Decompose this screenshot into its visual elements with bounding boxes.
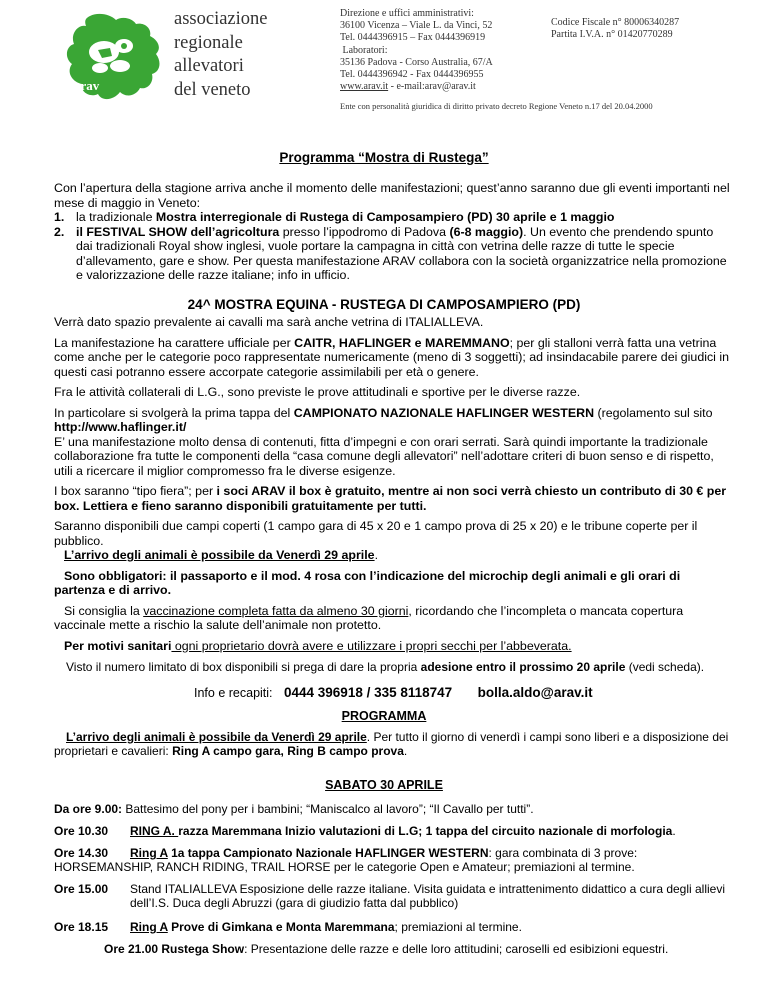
page-title-text: Programma “Mostra di Rustega” bbox=[279, 150, 489, 165]
website-link[interactable]: www.arav.it bbox=[340, 81, 389, 93]
paragraph-text: E’ una manifestazione molto densa di contenuti, fitta d’impegni e con orari serrati. Sarà quindi importante la tradizionale collaborazione fra tutte le componenti della “casa comune degli allevatori” nell’adottare criteri di buon senso e di rispetto, utili a ricercare il miglior compromesso fra le diverse esigenze. bbox=[54, 434, 714, 478]
paragraph: Fra le attività collaterali di L.G., sono previste le prove attitudinali e sportive per le diverse razze. bbox=[54, 385, 581, 399]
office-line: Direzione e uffici amministrativi: bbox=[340, 8, 474, 19]
list-text: presso l’ippodromo di Padova bbox=[279, 224, 450, 239]
paragraph bbox=[54, 519, 732, 563]
schedule-time: Ore 14.30 bbox=[54, 846, 109, 860]
schedule-time: Ore 18.15 bbox=[54, 920, 109, 934]
paragraph-text: Saranno disponibili due campi coperti (1 campo gara di 45 x 20 e 1 campo prova di 25 x 20) e le tribune coperte per il pubblico. bbox=[54, 519, 698, 548]
paragraph bbox=[54, 604, 732, 633]
section-title: 24^ MOSTRA EQUINA - RUSTEGA DI CAMPOSAMPIERO (PD) bbox=[187, 297, 581, 312]
schedule-time: Ore 10.30 bbox=[54, 824, 109, 838]
haflinger-link[interactable]: http://www.haflinger.it/ bbox=[54, 420, 187, 434]
contact-phones: 0444 396918 / 335 8118747 bbox=[284, 685, 453, 700]
paragraph-text: . bbox=[403, 744, 408, 758]
list-number: 2. bbox=[54, 224, 65, 239]
paragraph-bold: adesione entro il prossimo 20 aprile bbox=[420, 660, 626, 674]
paragraph-bold: CAMPIONATO NAZIONALE HAFLINGER WESTERN bbox=[293, 405, 595, 420]
association-line: allevatori bbox=[174, 56, 244, 76]
schedule-time: Ore 15.00 bbox=[54, 882, 109, 896]
schedule-text: ; premiazioni al termine. bbox=[394, 920, 522, 934]
office-line: 36100 Vicenza – Viale L. da Vinci, 52 bbox=[340, 20, 493, 32]
vat-number: Partita I.V.A. n° 01420770289 bbox=[551, 29, 673, 41]
office-line: 35136 Padova - Corso Australia, 67/A bbox=[340, 56, 493, 68]
programma-title-text: PROGRAMMA bbox=[341, 709, 427, 723]
schedule-text: Stand ITALIALLEVA Esposizione delle razze italiane. Visita guidata e intrattenimento didattico a cura degli allievi dell’I.S. Duca degli Abruzzi (gara di giudizio fatta dal pubblico) bbox=[130, 882, 726, 910]
association-line: del veneto bbox=[174, 79, 251, 100]
arrival-note: L’arrivo degli animali è possibile da Venerdì 29 aprile bbox=[66, 730, 367, 744]
paragraph: Sono obbligatori: il passaporto e il mod. 4 rosa con l’indicazione del microchip degli animali e gli orari di partenza e di arrivo. bbox=[54, 568, 681, 597]
schedule-item bbox=[54, 882, 734, 910]
office-line: Tel. 0444396915 – Fax 0444396919 bbox=[340, 32, 486, 44]
email-text: - e-mail:arav@arav.it bbox=[388, 81, 476, 93]
paragraph: Verrà dato spazio prevalente ai cavalli ma sarà anche vetrina di ITALIALLEVA. bbox=[54, 315, 484, 329]
schedule-item bbox=[54, 802, 734, 816]
contact-email[interactable]: bolla.aldo@arav.it bbox=[477, 685, 593, 700]
association-line: regionale bbox=[174, 32, 243, 53]
paragraph-text: . bbox=[374, 548, 379, 562]
schedule-bold: Prove di Gimkana e Monta Maremmana bbox=[167, 920, 395, 934]
schedule-ring: RING A. bbox=[130, 824, 179, 838]
paragraph-bold: Per motivi sanitari bbox=[64, 638, 172, 653]
contact-line bbox=[194, 685, 593, 700]
office-line: Tel. 0444396942 - Fax 0444396955 bbox=[340, 69, 484, 81]
legal-note: Ente con personalità giuridica di diritto privato decreto Regione Veneto n.17 del 20.04.2000 bbox=[340, 101, 653, 111]
schedule-text: : gara combinata di 3 prove: HORSEMANSHIP, RANCH RIDING, TRAIL HORSE per le categorie Open e Amateur; premiazioni al termine. bbox=[54, 846, 638, 874]
schedule-item bbox=[104, 942, 744, 956]
list-number: 1. bbox=[54, 210, 65, 224]
schedule-text: : Presentazione delle razze e delle loro attitudini; caroselli ed esibizioni equestri. bbox=[244, 942, 669, 956]
arrival-note: L’arrivo degli animali è possibile da Venerdì 29 aprile bbox=[64, 548, 375, 562]
schedule-time: Ore 21.00 bbox=[104, 942, 159, 956]
day-title bbox=[0, 778, 768, 792]
paragraph-text: . Per tutto il giorno di venerdì i campi sono liberi e a disposizione dei proprietari e cavalieri: bbox=[54, 730, 729, 758]
day-title-text: SABATO 30 APRILE bbox=[325, 778, 443, 792]
schedule-item bbox=[54, 824, 734, 838]
programma-title bbox=[0, 709, 768, 723]
paragraph bbox=[54, 406, 732, 479]
intro-text: Con l’apertura della stagione arriva anche il momento delle manifestazioni; quest’anno saranno due gli eventi importanti nel mese di maggio in Veneto: bbox=[54, 181, 730, 210]
schedule-bold: Rustega Show bbox=[158, 942, 245, 956]
schedule-ring: Ring A bbox=[130, 846, 168, 860]
contact-label: Info e recapiti: bbox=[194, 686, 273, 700]
paragraph-text: , ricordando che l’incompleta o mancata copertura vaccinale mette a rischio la salute dell’animale non protetto. bbox=[54, 603, 684, 632]
paragraph-text: Visto il numero limitato di box disponibili si prega di dare la propria bbox=[66, 660, 421, 674]
paragraph-underlined: ogni proprietario dovrà avere e utilizzare i propri secchi per l’abbeverata. bbox=[171, 638, 572, 653]
list-item bbox=[54, 225, 732, 283]
list-text-bold: (6-8 maggio) bbox=[449, 224, 524, 239]
list-text-bold: il FESTIVAL SHOW dell’agricoltura bbox=[76, 224, 280, 239]
association-name bbox=[174, 8, 268, 102]
paragraph bbox=[54, 336, 732, 380]
intro-section bbox=[54, 181, 732, 283]
paragraph-underlined: vaccinazione completa fatta da almeno 30 giorni bbox=[143, 603, 409, 618]
fiscal-code: Codice Fiscale n° 80006340287 bbox=[551, 17, 680, 28]
web-email-line bbox=[340, 81, 493, 93]
paragraph-text: ; per gli stalloni verrà fatta una vetrina come anche per le categorie poco rappresentate numericamente (meno di 3 soggetti); ad insindacabile parere dei giudici in questi casi potranno essere accorpate categorie assimilabili per età o genere. bbox=[54, 335, 729, 379]
office-line: Laboratori: bbox=[340, 44, 388, 56]
paragraph-bold: CAITR, HAFLINGER e MAREMMANO bbox=[294, 335, 510, 350]
paragraph bbox=[54, 639, 732, 654]
paragraph bbox=[54, 484, 732, 513]
paragraph-text: La manifestazione ha carattere ufficiale per bbox=[54, 335, 295, 350]
schedule-text: Battesimo del pony per i bambini; “Maniscalco al lavoro”; “Il Cavallo per tutti”. bbox=[122, 802, 534, 816]
association-line: associazione bbox=[174, 9, 268, 29]
paragraph-text: Si consiglia la bbox=[64, 603, 144, 618]
schedule-text: razza Maremmana Inizio valutazioni di L.G; 1 tappa del circuito nazionale di morfologia bbox=[178, 824, 673, 838]
fiscal-info bbox=[551, 17, 679, 41]
paragraph-bold: Ring A campo gara, Ring B campo prova bbox=[172, 744, 404, 758]
list-item bbox=[54, 210, 732, 225]
schedule-ring: Ring A bbox=[130, 920, 168, 934]
logo-text: arav bbox=[74, 78, 100, 93]
paragraph-bold: i soci ARAV il box è gratuito, mentre ai non soci verrà chiesto un contributo di 30 € per box. Lettiera e fieno saranno disponibili gratuitamente per tutti. bbox=[54, 484, 727, 513]
schedule-item bbox=[54, 920, 734, 934]
programma-intro bbox=[54, 730, 734, 758]
paragraph-text: In particolare si svolgerà la prima tappa del bbox=[54, 405, 294, 420]
schedule-time: Da ore 9.00: bbox=[54, 802, 123, 816]
office-addresses bbox=[340, 8, 493, 93]
list-text-bold: Mostra interregionale di Rustega di Camposampiero (PD) 30 aprile e 1 maggio bbox=[155, 210, 615, 224]
schedule-text: . bbox=[672, 824, 676, 838]
schedule-bold: 1a tappa Campionato Nazionale HAFLINGER WESTERN bbox=[167, 846, 489, 860]
schedule-item bbox=[54, 846, 734, 874]
paragraph-text: (regolamento sul sito bbox=[594, 405, 713, 420]
paragraph-text: I box saranno “tipo fiera”; per bbox=[54, 484, 217, 498]
arav-logo bbox=[62, 12, 166, 104]
body-section bbox=[54, 315, 732, 653]
adhesion-paragraph bbox=[66, 660, 736, 674]
paragraph-text: (vedi scheda). bbox=[625, 660, 705, 674]
list-text: la tradizionale bbox=[76, 210, 156, 224]
list-text: . Un evento che prendendo spunto dai tradizionali Royal show inglesi, vuole portare la campagna in città con vetrina delle razze di tutte le specie d’allevamento, gare e show. Per questa manifestazione ARAV collabora con la società organizzatrice nella promozione e valorizzazione delle razze italiane; info in ufficio. bbox=[76, 224, 727, 282]
page-title bbox=[0, 150, 768, 165]
